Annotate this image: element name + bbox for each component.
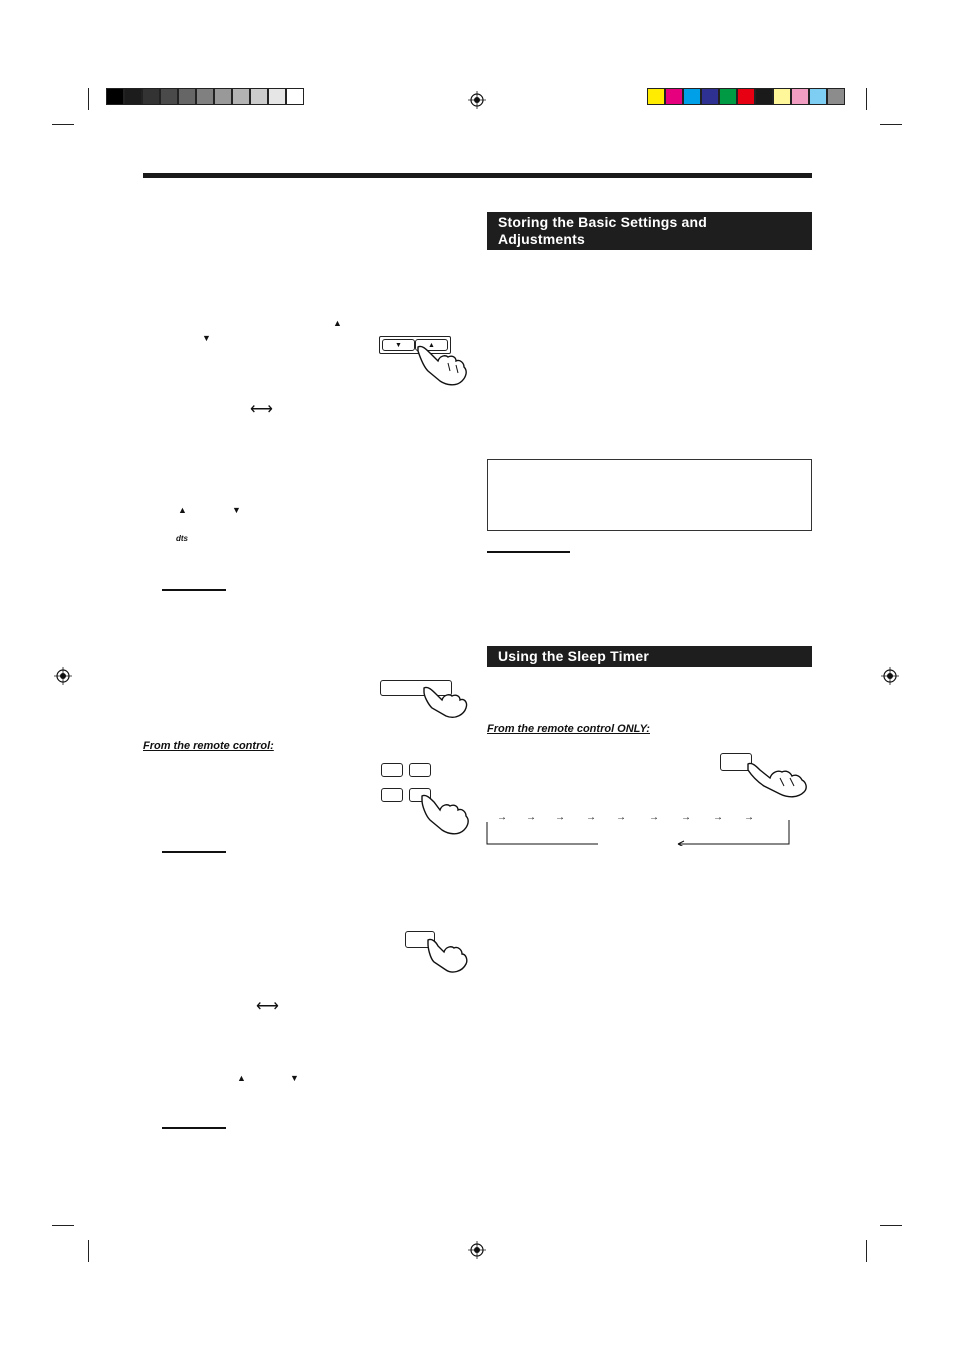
color-swatch: [286, 88, 304, 105]
color-swatch: [647, 88, 665, 105]
color-swatch: [214, 88, 232, 105]
color-swatch: [719, 88, 737, 105]
remote-button-1[interactable]: [381, 763, 403, 777]
sequence-arrow-icon: →: [616, 812, 626, 823]
down-arrow-glyph: ▼: [290, 1073, 299, 1083]
color-swatch: [178, 88, 196, 105]
sequence-arrow-icon: →: [713, 812, 723, 823]
color-swatch: [773, 88, 791, 105]
color-swatch: [827, 88, 845, 105]
down-button[interactable]: [382, 339, 415, 351]
color-swatch: [737, 88, 755, 105]
registration-mark-bottom-icon: [468, 1241, 486, 1259]
color-swatch: [701, 88, 719, 105]
registration-mark-left-icon: [54, 667, 72, 685]
note-underline: [162, 1127, 226, 1129]
sequence-arrow-icon: →: [744, 812, 754, 823]
down-arrow-glyph: ▼: [202, 333, 211, 343]
color-swatch: [160, 88, 178, 105]
section-title-line2: Adjustments: [498, 231, 585, 247]
sequence-arrow-icon: →: [681, 812, 691, 823]
note-underline: [487, 551, 570, 553]
crop-mark-tl-v: [88, 88, 89, 110]
registration-mark-top-icon: [468, 91, 486, 109]
section-title-line1: Storing the Basic Settings and: [498, 214, 708, 230]
sleep-return-loop: [486, 818, 792, 846]
registration-mark-right-icon: [881, 667, 899, 685]
sequence-arrow-icon: →: [586, 812, 596, 823]
pointing-hand-icon: [420, 684, 470, 720]
remote-button-2[interactable]: [409, 763, 431, 777]
pointing-hand-icon: [744, 758, 812, 798]
section-header-storing: [487, 212, 812, 250]
up-arrow-glyph: ▲: [178, 505, 187, 515]
section-header-sleep: [487, 646, 812, 667]
page-top-rule: [143, 173, 812, 178]
color-swatch: [791, 88, 809, 105]
notice-box: [487, 459, 812, 531]
pointing-hand-icon: [418, 792, 470, 836]
color-swatch: [106, 88, 124, 105]
crop-mark-bl-v: [88, 1240, 89, 1262]
color-swatch: [196, 88, 214, 105]
remote-button-3[interactable]: [381, 788, 403, 802]
remote-control-label: From the remote control:: [143, 740, 274, 752]
note-underline: [162, 589, 226, 591]
up-arrow-icon: ▲: [428, 342, 435, 349]
down-arrow-icon: ▼: [395, 342, 402, 349]
dts-logo: dts: [176, 534, 188, 543]
crop-mark-tr-h: [880, 124, 902, 125]
color-swatch: [755, 88, 773, 105]
color-swatch: [683, 88, 701, 105]
double-arrow-glyph: ⟷: [256, 998, 279, 1015]
color-swatch: [665, 88, 683, 105]
color-swatch: [124, 88, 142, 105]
crop-mark-tl-h: [52, 124, 74, 125]
crop-mark-tr-v: [866, 88, 867, 110]
color-swatch: [268, 88, 286, 105]
pointing-hand-icon: [414, 343, 470, 387]
sequence-arrow-icon: →: [497, 812, 507, 823]
remote-only-label: From the remote control ONLY:: [487, 723, 650, 735]
sequence-arrow-icon: →: [649, 812, 659, 823]
sequence-arrow-icon: →: [555, 812, 565, 823]
color-swatch: [250, 88, 268, 105]
pointing-hand-icon: [424, 936, 470, 976]
double-arrow-glyph: ⟷: [250, 401, 273, 418]
crop-mark-br-h: [880, 1225, 902, 1226]
color-swatch: [809, 88, 827, 105]
sequence-arrow-icon: →: [526, 812, 536, 823]
crop-mark-br-v: [866, 1240, 867, 1262]
up-arrow-glyph: ▲: [237, 1073, 246, 1083]
color-swatch: [232, 88, 250, 105]
down-arrow-glyph: ▼: [232, 505, 241, 515]
note-underline: [162, 851, 226, 853]
up-arrow-glyph: ▲: [333, 318, 342, 328]
color-swatch: [142, 88, 160, 105]
section-title: Using the Sleep Timer: [498, 648, 649, 664]
crop-mark-bl-h: [52, 1225, 74, 1226]
